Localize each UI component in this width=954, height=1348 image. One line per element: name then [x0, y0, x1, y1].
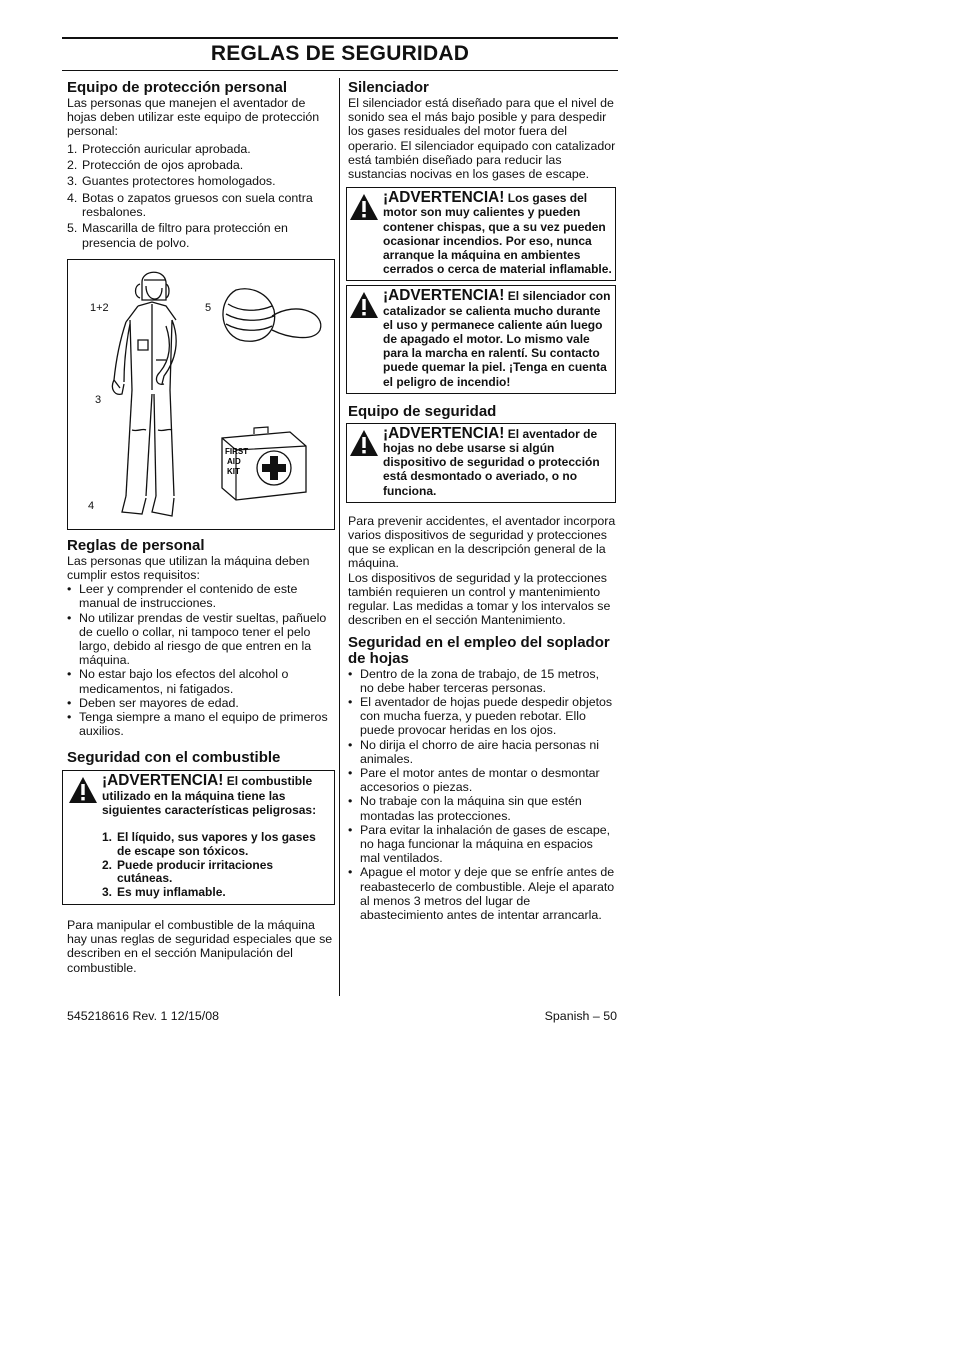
list-item: 2. Protección de ojos aprobada. [67, 158, 244, 172]
muffler-warning-box-2 [346, 285, 616, 393]
equipment-paragraph-2: Los dispositivos de seguridad y la protecciones también requieren un control y mantenimiento regular. Las medidas a tomar y los intervalos se describen en el sección Mantenimiento. [348, 570, 611, 628]
first-aid-kit-drawing [222, 427, 306, 500]
warning-text: El combustible utilizado en la máquina tiene las siguientes características peligrosas: [102, 774, 317, 817]
ppe-intro: Las personas que manejen el aventador de hojas deben utilizar este equipo de protección personal: [67, 96, 320, 139]
dust-mask-drawing [223, 289, 321, 341]
muffler-warning-box-1 [346, 187, 616, 281]
warning-text: Los gases del motor son muy calientes y pueden contener chispas, que a su vez pueden ocasionar incendios. Por eso, nunca arranque la máquina en ambientes cerrados o cerca de material inflamable. [383, 191, 612, 277]
ppe-list [67, 142, 333, 250]
blower-safety-heading: Seguridad en el empleo del soplador de hojas [348, 633, 610, 667]
fuel-safety-heading: Seguridad con el combustible [67, 749, 281, 767]
ppe-illustration [67, 259, 335, 530]
list-item: • Leer y comprender el contenido de este manual de instrucciones. [67, 582, 298, 611]
list-item: 1. El líquido, sus vapores y los gases de escape son tóxicos. [102, 830, 316, 858]
list-item: 1. Protección auricular aprobada. [67, 141, 251, 156]
personal-rules-heading: Reglas de personal [67, 536, 205, 554]
list-item: 5. Mascarilla de filtro para protección en presencia de polvo. [67, 221, 288, 250]
title-rule [62, 70, 618, 71]
warning-heading: ¡ADVERTENCIA! [383, 424, 505, 442]
personal-rules-intro: Las personas que utilizan la máquina deben cumplir estos requisitos: [67, 553, 310, 582]
equipment-paragraph-1: Para prevenir accidentes, el aventador incorpora varios dispositivos de seguridad y protecciones que se explican en la descripción general de la máquina. [348, 513, 616, 571]
svg-text:FIRST: FIRST [225, 446, 249, 456]
fuel-handling-text: Para manipular el combustible de la máquina hay unas reglas de seguridad especiales que se describen en el sección Manipulación del combustible. [67, 918, 333, 975]
svg-text:KIT: KIT [227, 466, 240, 476]
person-in-coverall-drawing [68, 260, 334, 529]
fuel-hazard-list [102, 831, 331, 900]
personal-rules-list [67, 582, 333, 738]
figure-label: 3 [95, 393, 102, 406]
ppe-heading: Equipo de protección personal [67, 79, 288, 96]
list-item: 2. Puede producir irritaciones cutáneas. [102, 857, 274, 886]
document-footer-id: 545218616 Rev. 1 12/15/08 [67, 1009, 220, 1023]
figure-label: 5 [205, 301, 212, 314]
warning-triangle-icon [349, 289, 383, 388]
list-item: 3. Guantes protectores homologados. [67, 174, 276, 189]
top-rule [62, 37, 618, 39]
figure-label: 1+2 [90, 301, 109, 314]
list-item: • Para evitar la inhalación de gases de escape, no haga funcionar la máquina en espacios mal ventilados. [348, 822, 611, 866]
muffler-text: El silenciador está diseñado para que el nivel de sonido sea el más bajo posible y para despedir los gases residuales del motor fuera del operario. El silenciador equipado con catalizador está también diseñado para reducir las sustancias nocivas en los gases de escape. [348, 96, 616, 182]
list-item: • No dirija el chorro de aire hacia personas ni animales. [348, 737, 599, 766]
list-item: 3. Es muy inflamable. [102, 885, 226, 900]
list-item: • Deben ser mayores de edad. [67, 695, 239, 710]
page-title: REGLAS DE SEGURIDAD [210, 42, 470, 65]
left-column [67, 76, 333, 975]
list-item: • Pare el motor antes de montar o desmontar accesorios o piezas. [348, 765, 600, 795]
right-column [348, 76, 616, 922]
equipment-warning-box [346, 423, 616, 503]
warning-heading: ¡ADVERTENCIA! [383, 287, 505, 305]
warning-text: El silenciador con catalizador se calienta mucho durante el uso y permanece caliente aún luego de apagado el motor. Lo mismo vale para la marcha en ralentí. Su contacto puede quemar la piel. ¡Tenga en cuenta el peligro de incendio! [383, 289, 611, 389]
list-item: • No utilizar prendas de vestir sueltas, pañuelo de cuello o collar, ni tampoco tener el pelo largo, debido al riesgo de que entren en la máquina. [67, 610, 327, 668]
warning-triangle-icon [349, 427, 383, 498]
warning-triangle-icon [68, 774, 102, 900]
warning-triangle-icon [349, 191, 383, 276]
safety-equipment-heading: Equipo de seguridad [348, 402, 497, 420]
list-item: 4. Botas o zapatos gruesos con suela contra resbalones. [67, 190, 313, 219]
page-number: Spanish – 50 [544, 1009, 617, 1023]
list-item: • Tenga siempre a mano el equipo de primeros auxilios. [67, 710, 328, 739]
list-item: • No estar bajo los efectos del alcohol o medicamentos, ni fatigados. [67, 667, 289, 696]
warning-heading: ¡ADVERTENCIA! [383, 189, 505, 207]
list-item: • No trabaje con la máquina sin que estén montadas las protecciones. [348, 794, 582, 823]
list-item: • El aventador de hojas puede despedir objetos con mucha fuerza, y pueden rebotar. Ello puede provocar heridas en los ojos. [348, 694, 613, 738]
fuel-warning-box [62, 770, 335, 905]
warning-heading: ¡ADVERTENCIA! [102, 772, 224, 790]
figure-label: 4 [88, 499, 95, 512]
list-item: • Dentro de la zona de trabajo, de 15 metros, no debe haber terceras personas. [348, 666, 600, 695]
list-item: • Apague el motor y deje que se enfríe antes de reabastecerlo de combustible. Aleje el aparato al menos 3 metros del lugar de abastecimiento antes de intentar arrancarla. [348, 865, 615, 922]
blower-safety-list [348, 667, 616, 923]
warning-text: El aventador de hojas no debe usarse si algún dispositivo de seguridad o protección está desmontado o averiado, o no funciona. [383, 426, 600, 498]
column-divider [339, 78, 340, 996]
muffler-heading: Silenciador [348, 79, 429, 96]
svg-text:AID: AID [227, 456, 241, 466]
